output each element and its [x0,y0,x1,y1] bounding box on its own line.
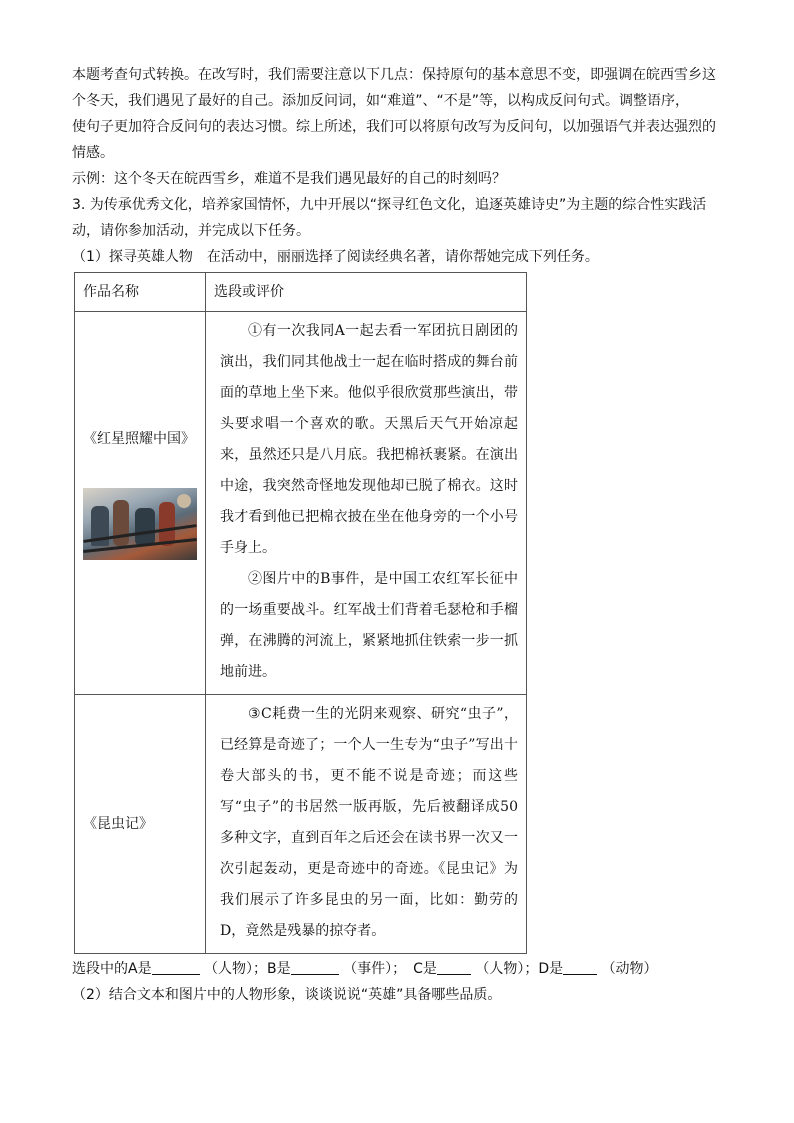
document-page [72,62,722,1008]
question-3-line-1: 3. 为传承优秀文化，培养家国情怀，九中开展以“探寻红色文化，追逐英雄诗史”为主题的综合性实践活 [72,197,707,213]
fill-text-a: 选段中的A是 [72,961,152,977]
fill-text-b: （人物）；B是 [204,961,291,977]
work-title-red-star: 《红星照耀中国》 [83,431,195,447]
excerpt-paragraph-1: ①有一次我同A一起去看一军团抗日剧团的演出，我们同其他战士一起在临时搭成的舞台前面的草地上坐下来。他似乎很欣赏那些演出，带头要求唱一个喜欢的歌。天黑后天气开始凉起来，虽然还只是八月底。我把棉袄裹紧。在演出中途，我突然奇怪地发现他却已脱了棉衣。这时我才看到他已把棉衣披在坐在他身旁的一个小号手身上。 [220,323,518,556]
long-march-illustration [83,488,197,560]
work-cell-red-star [75,312,206,695]
header-work-title: 作品名称 [75,273,206,312]
blank-c[interactable] [437,958,471,975]
fill-text-d: （人物）；D是 [475,961,564,977]
intro-line-3: 使句子更加符合反问句的表达习惯。综上所述，我们可以将原句改写为反问句，以加强语气并表达强烈的 [72,119,716,135]
fill-text-c: （事件）； C是 [343,961,437,977]
fill-in-blanks [72,956,722,982]
task-2-question: （2）结合文本和图片中的人物形象，谈谈说说“英雄”具备哪些品质。 [72,987,502,1003]
example-answer: 示例：这个冬天在皖西雪乡，难道不是我们遇见最好的自己的时刻吗？ [72,171,506,187]
table-row [75,312,527,695]
excerpt-paragraph-3: ③C耗费一生的光阴来观察、研究“虫子”，已经算是奇迹了；一个人一生专为“虫子”写出十卷大部头的书，更不能不说是奇迹；而这些写“虫子”的书居然一版再版，先后被翻译成50多种文字，直到百年之后还会在读书界一次又一次引起轰动，更是奇迹中的奇迹。《昆虫记》为我们展示了许多昆虫的另一面，比如：勤劳的D，竟然是残暴的掠夺者。 [220,706,518,939]
table-header-row [75,273,527,312]
question-3-line-2: 动，请你参加活动，并完成以下任务。 [72,223,310,239]
intro-line-2: 个冬天，我们遇见了最好的自己。添加反问词，如“难道”、“不是”等，以构成反问句式。调整语序， [72,93,690,109]
intro-line-4: 情感。 [72,145,114,161]
excerpt-paragraph-2: ②图片中的B事件，是中国工农红军长征中的一场重要战斗。红军战士们背着毛瑟枪和手榴弹，在沸腾的河流上，紧紧地抓住铁索一步一抓地前进。 [220,571,518,680]
excerpt-cell-insects [206,695,527,954]
fill-text-end: （动物） [601,961,658,977]
blank-a[interactable] [152,958,200,975]
task-1-heading: （1）探寻英雄人物 在活动中，丽丽选择了阅读经典名著，请你帮她完成下列任务。 [72,249,599,265]
table-row [75,695,527,954]
blank-b[interactable] [291,958,339,975]
blank-d[interactable] [563,958,597,975]
intro-line-1: 本题考查句式转换。在改写时，我们需要注意以下几点：保持原句的基本意思不变，即强调在皖西雪乡这 [72,67,716,83]
work-title-insects: 《昆虫记》 [83,816,153,832]
excerpt-cell-red-star [206,312,527,695]
header-excerpt: 选段或评价 [206,273,527,312]
works-table [74,272,527,954]
work-cell-insects [75,695,206,954]
